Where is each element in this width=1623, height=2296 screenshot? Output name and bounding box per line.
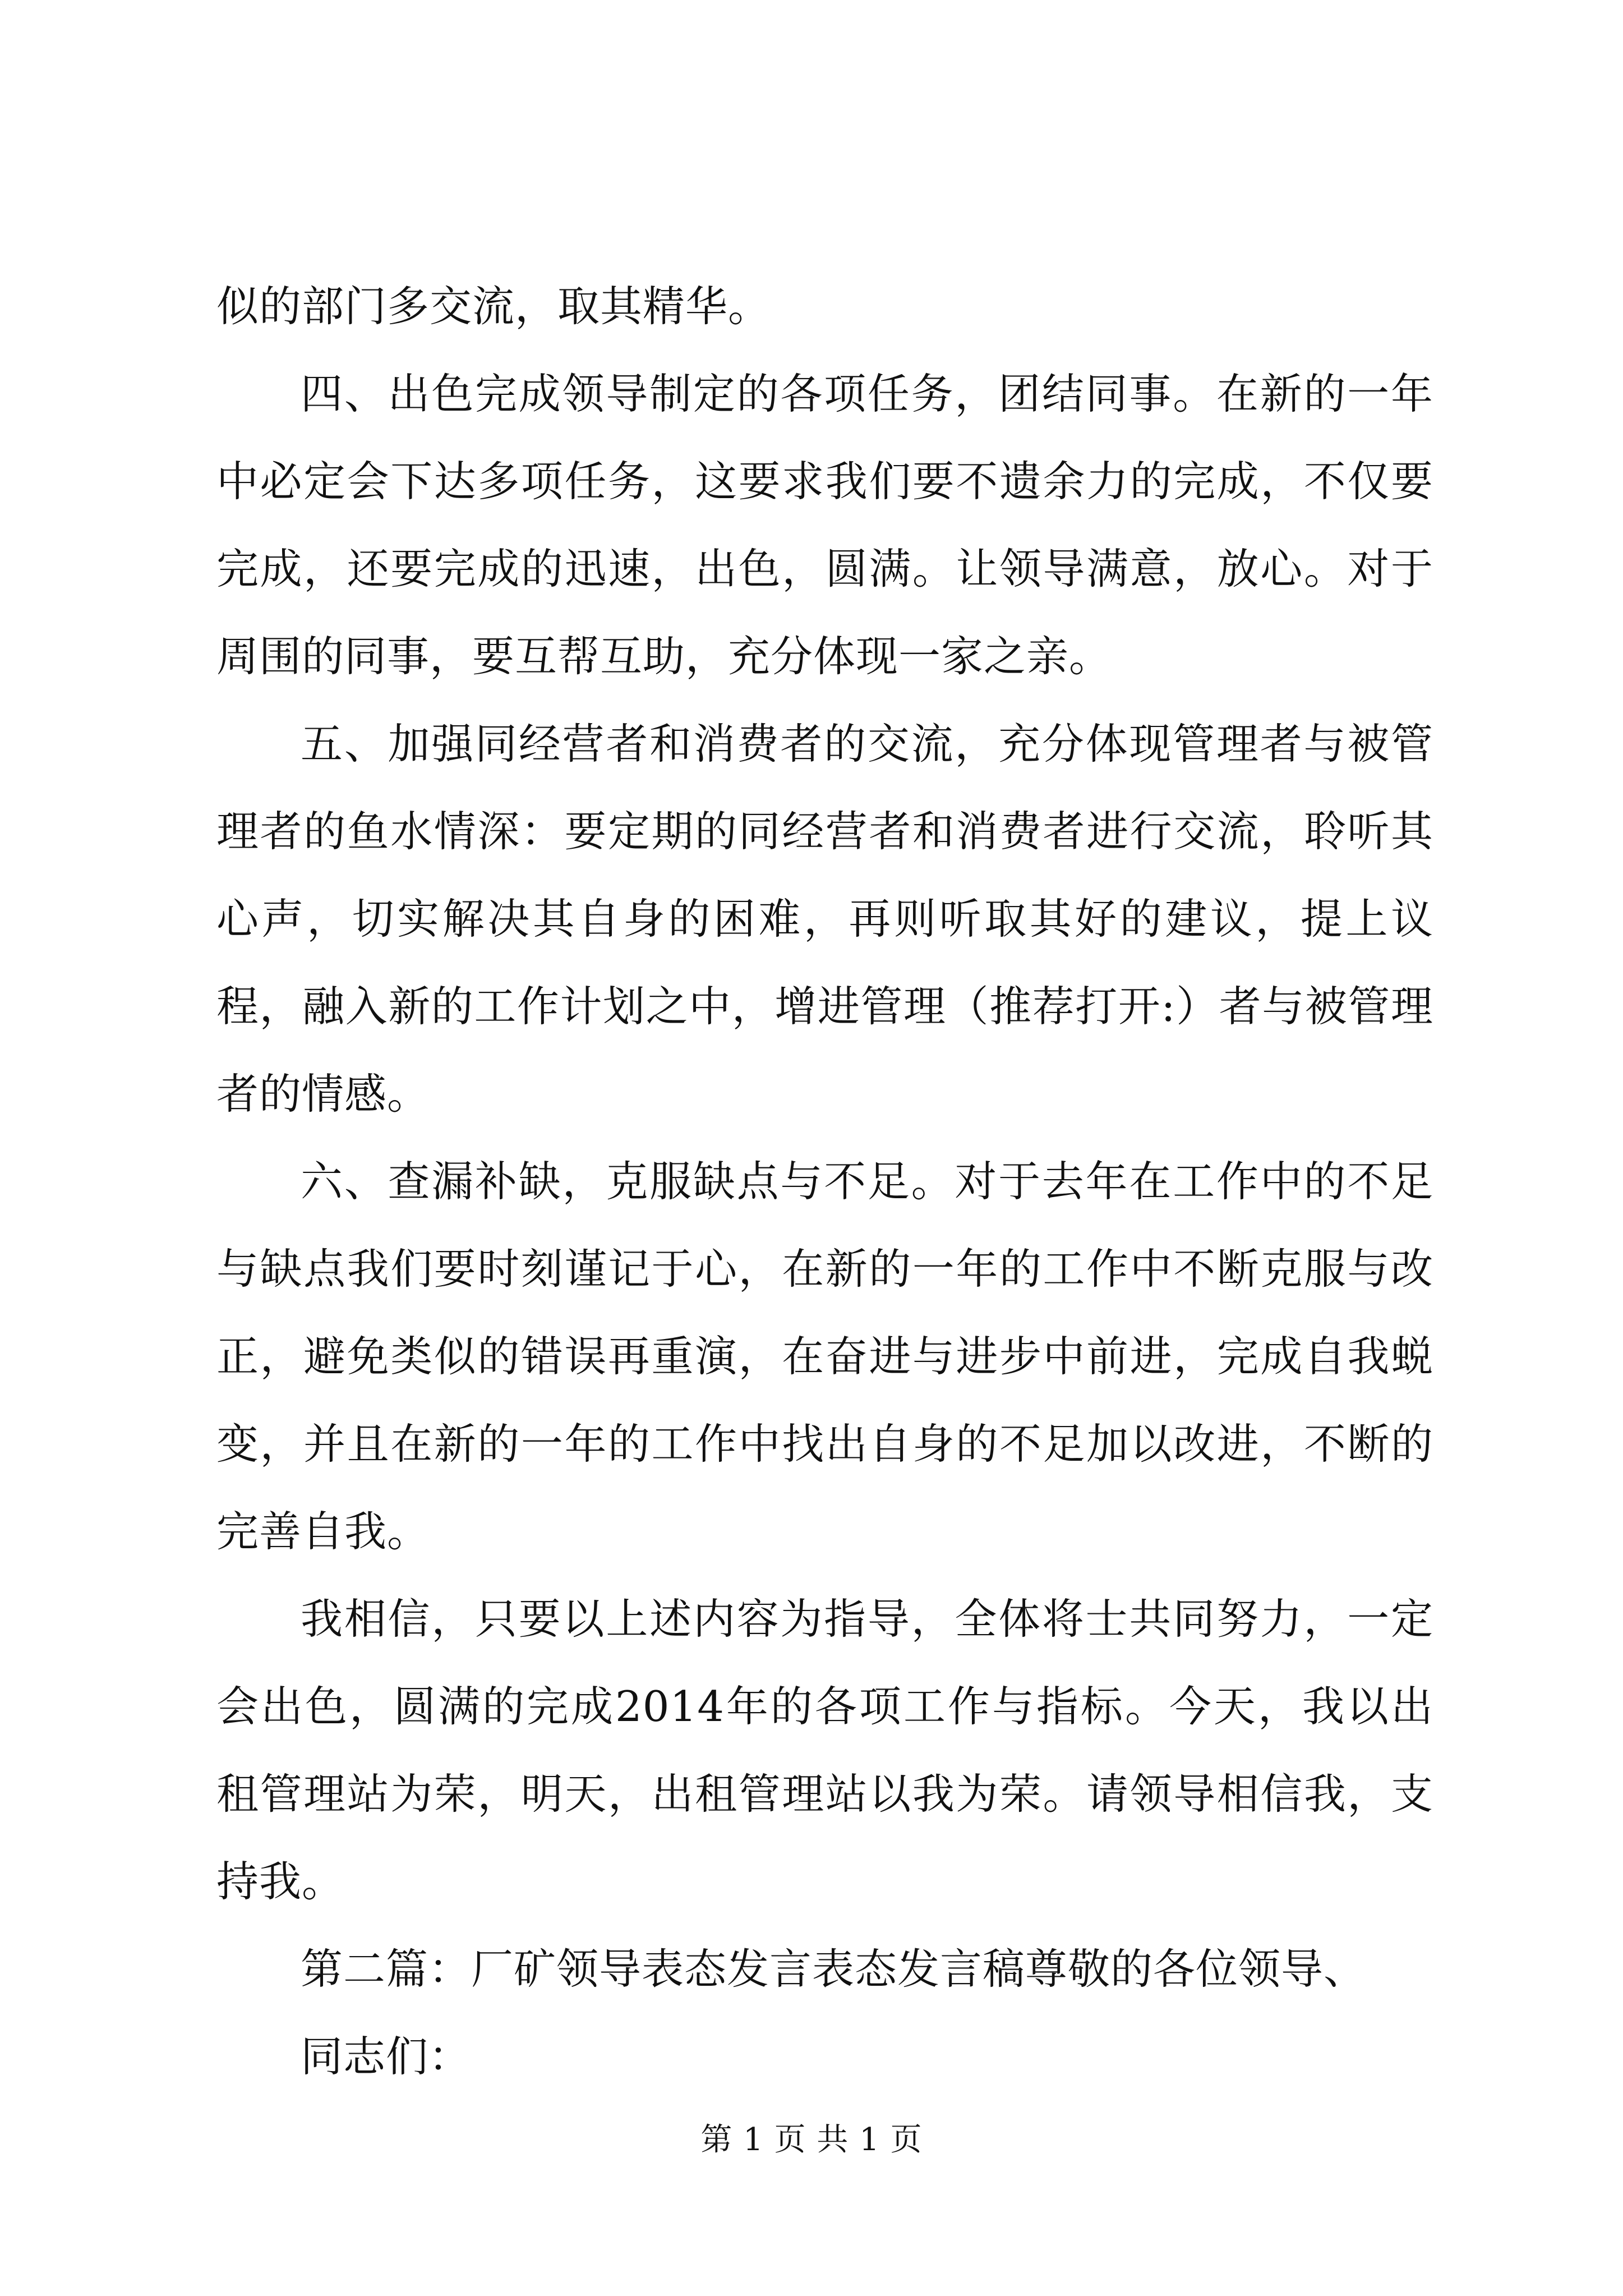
page-footer: 第 1 页 共 1 页 — [700, 2122, 923, 2158]
paragraph-section-six: 六、查漏补缺，克服缺点与不足。对于去年在工作中的不足与缺点我们要时刻谨记于心，在新的一年的工作中不断克服与改正，避免类似的错误再重演，在奋进与进步中前进，完成自我蜕变，并且在新的一年的工作中找出自身的不足加以改进，不断的完善自我。 — [216, 1157, 1433, 1556]
paragraph-section-five: 五、加强同经营者和消费者的交流，充分体现管理者与被管理者的鱼水情深：要定期的同经营者和消费者进行交流，聆听其心声，切实解决其自身的困难，再则听取其好的建议，提上议程，融入新的工作计划之中，增进管理（推荐打开:）者与被管理者的情感。 — [216, 719, 1433, 1119]
paragraph-second-article-title: 第二篇：厂矿领导表态发言表态发言稿尊敬的各位领导、 — [301, 1944, 1367, 1994]
document-body — [216, 263, 1433, 2100]
paragraph-section-four: 四、出色完成领导制定的各项任务，团结同事。在新的一年中必定会下达多项任务，这要求我们要不遗余力的完成，不仅要完成，还要完成的迅速，出色，圆满。让领导满意，放心。对于周围的同事，要互帮互助，充分体现一家之亲。 — [216, 369, 1433, 681]
paragraph-continuation: 似的部门多交流，取其精华。 — [216, 282, 771, 331]
paragraph-salutation: 同志们： — [301, 2032, 472, 2081]
paragraph-conclusion: 我相信，只要以上述内容为指导，全体将士共同努力，一定会出色，圆满的完成2014年的各项工作与指标。今天，我以出租管理站为荣，明天，出租管理站以我为荣。请领导相信我，支持我。 — [216, 1594, 1433, 1906]
